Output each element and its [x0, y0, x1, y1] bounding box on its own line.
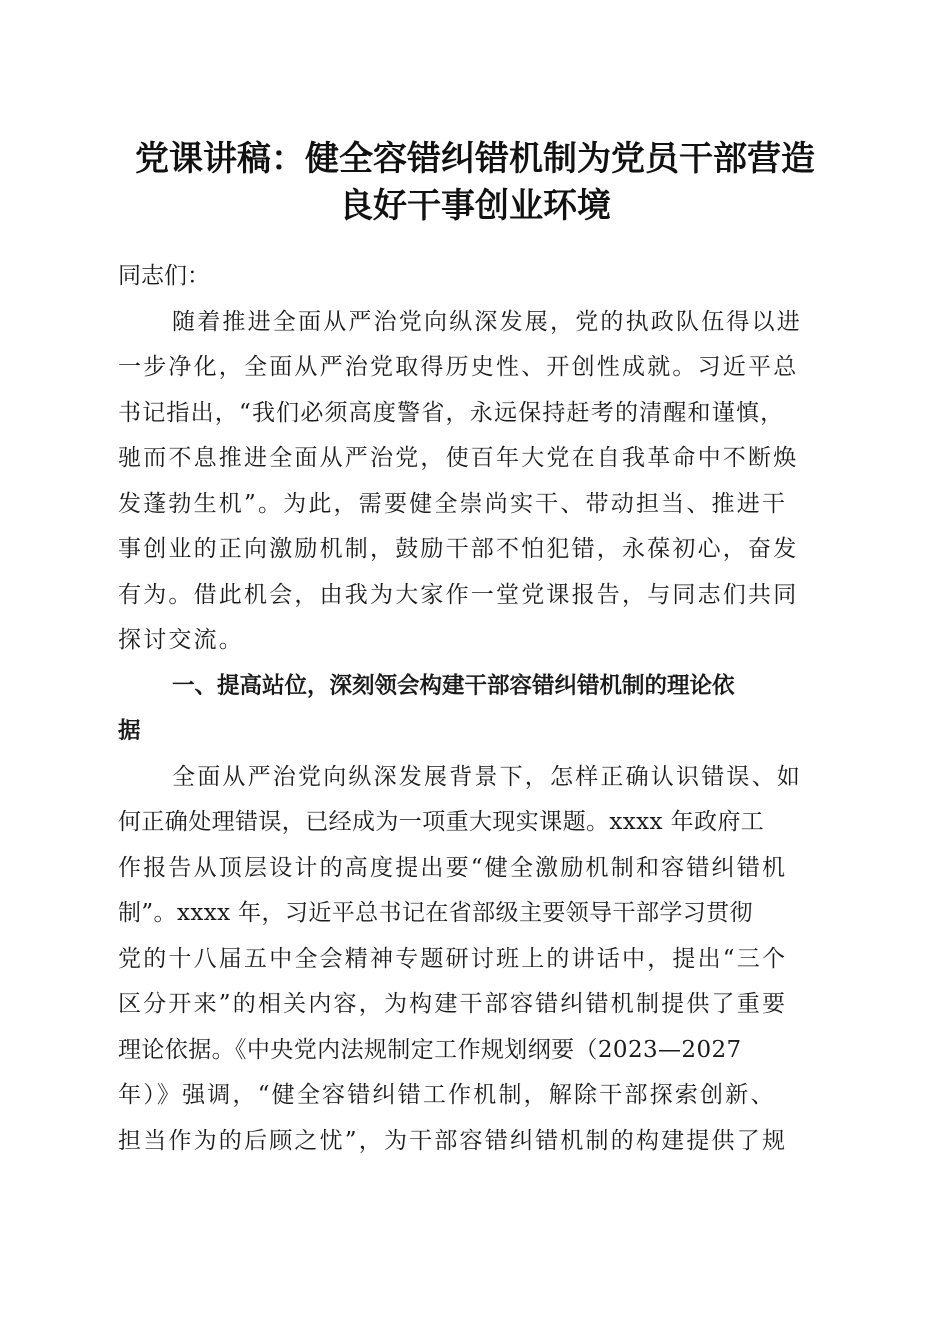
paragraph-1-line: 一步净化，全面从严治党取得历史性、开创性成就。习近平总: [118, 354, 799, 380]
paragraph-2-line: 何正确处理错误，已经成为一项重大现实课题。xxxx 年政府工: [118, 809, 765, 835]
document-body: [118, 254, 833, 1164]
section-heading-1: [118, 664, 833, 755]
paragraph-1-line: 发蓬勃生机”。为此，需要健全崇尚实干、带动担当、推进干: [118, 490, 788, 517]
title-line-1: 党课讲稿：健全容错纠错机制为党员干部营造: [135, 139, 815, 179]
paragraph-1-line: 书记指出，“我们必须高度警省，永远保持赶考的清醒和谨慎，: [118, 399, 785, 426]
paragraph-2-line: 年）》强调，“健全容错纠错工作机制，解除干部探索创新、: [118, 1082, 776, 1108]
paragraph-1: [118, 300, 833, 664]
paragraph-1-line: 探讨交流。: [118, 627, 244, 653]
paragraph-2-line: 区分开来”的相关内容，为构建干部容错纠错机制提供了重要: [118, 991, 788, 1017]
paragraph-1-line: 有为。借此机会，由我为大家作一堂党课报告，与同志们共同: [118, 581, 799, 608]
document-title: [100, 136, 850, 230]
paragraph-2-line: 担当作为的后顾之忧”，为干部容错纠错机制的构建提供了规: [118, 1127, 788, 1154]
paragraph-1-line: 事创业的正向激励机制，鼓励干部不怕犯错，永葆初心，奋发: [118, 536, 799, 562]
paragraph-2-line: 制”。xxxx 年，习近平总书记在省部级主要领导干部学习贯彻: [118, 900, 753, 926]
paragraph-2-line: 理论依据。《中央党内法规制定工作规划纲要（2023—2027: [118, 1036, 742, 1063]
section-heading-line: 一、提高站位，深刻领会构建干部容错纠错机制的理论依: [172, 672, 735, 699]
paragraph-2: [118, 755, 833, 1165]
paragraph-2-line: 作报告从顶层设计的高度提出要“健全激励机制和容错纠错机: [118, 854, 788, 881]
paragraph-1-line: 驰而不息推进全面从严治党，使百年大党在自我革命中不断焕: [118, 445, 799, 471]
paragraph-2-line: 党的十八届五中全会精神专题研讨班上的讲话中，提出“三个: [118, 945, 788, 972]
paragraph-2-line: 全面从严治党向纵深发展背景下，怎样正确认识错误、如: [172, 763, 802, 790]
salutation: 同志们：: [118, 263, 210, 289]
title-line-2: 良好干事创业环境: [339, 186, 611, 226]
section-heading-line: 据: [118, 718, 141, 744]
paragraph-1-line: 随着推进全面从严治党向纵深发展，党的执政队伍得以进: [172, 308, 802, 335]
